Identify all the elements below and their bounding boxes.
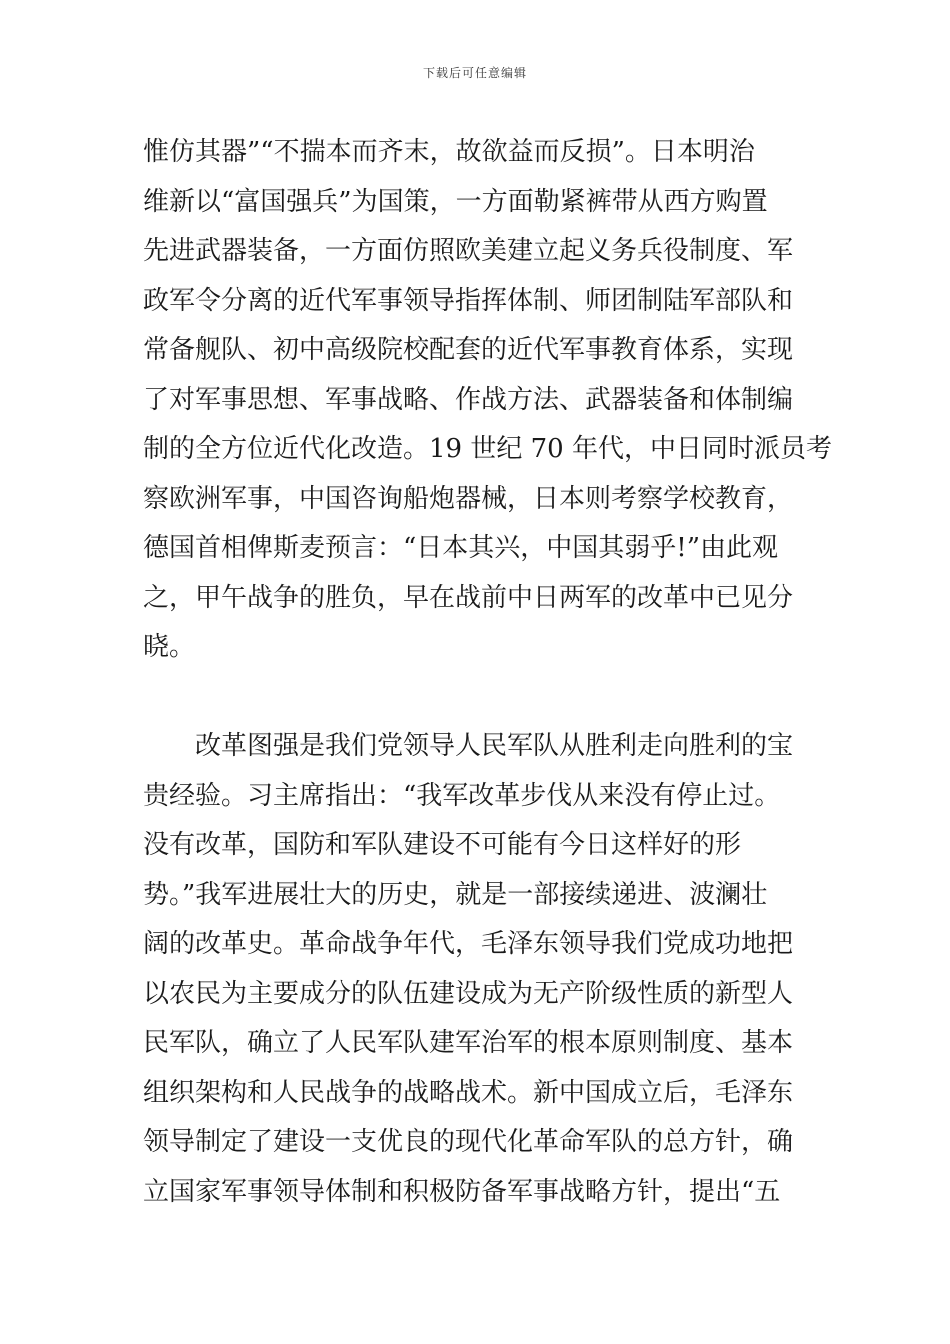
text-line: 立国家军事领导体制和积极防备军事战略方针，提出“五 [143,1176,781,1207]
text-line: 之，甲午战争的胜负，早在战前中日两军的改革中已见分 [143,582,794,613]
text-line: 晓。 [143,632,196,662]
text-line: 民军队，确立了人民军队建军治军的根本原则制度、基本 [143,1028,794,1058]
text-line: 德国首相俾斯麦预言：“日本其兴，中国其弱乎!”由此观 [143,533,779,563]
text-line: 先进武器装备，一方面仿照欧美建立起义务兵役制度、军 [143,236,794,266]
text-line: 阔的改革史。革命战争年代，毛泽东领导我们党成功地把 [143,929,794,959]
page-header: 下载后可任意编辑 [422,66,527,80]
text-line: 领导制定了建设一支优良的现代化革命军队的总方针，确 [143,1127,794,1157]
paragraph-spacer [143,673,807,723]
text-line: 改革图强是我们党领导人民军队从胜利走向胜利的宝 [143,731,794,761]
document-body [143,128,832,1217]
text-line: 势。”我军进展壮大的历史，就是一部接续递进、波澜壮 [143,879,768,910]
text-line: 了对军事思想、军事战略、作战方法、武器装备和体制编 [143,384,794,415]
text-line: 组织架构和人民战争的战略战术。新中国成立后，毛泽东 [143,1077,794,1108]
paragraph-2 [143,722,807,1217]
text-line: 以农民为主要成分的队伍建设成为无产阶级性质的新型人 [143,978,794,1009]
text-line: 贵经验。习主席指出：“我军改革步伐从来没有停止过。 [143,780,781,811]
text-line: 察欧洲军事，中国咨询船炮器械，日本则考察学校教育， [143,483,794,514]
text-line: 制的全方位近代化改造。19 世纪 70 年代，中日同时派员考 [143,434,832,464]
paragraph-1 [143,128,832,673]
text-line: 政军令分离的近代军事领导指挥体制、师团制陆军部队和 [143,285,794,316]
text-line: 惟仿其器”“不揣本而齐末，故欲益而反损”。日本明治 [143,137,755,167]
text-line: 维新以“富国强兵”为国策，一方面勒紧裤带从西方购置 [143,186,768,217]
text-line: 没有改革，国防和军队建设不可能有今日这样好的形 [143,830,742,860]
text-line: 常备舰队、初中高级院校配套的近代军事教育体系，实现 [143,335,794,365]
